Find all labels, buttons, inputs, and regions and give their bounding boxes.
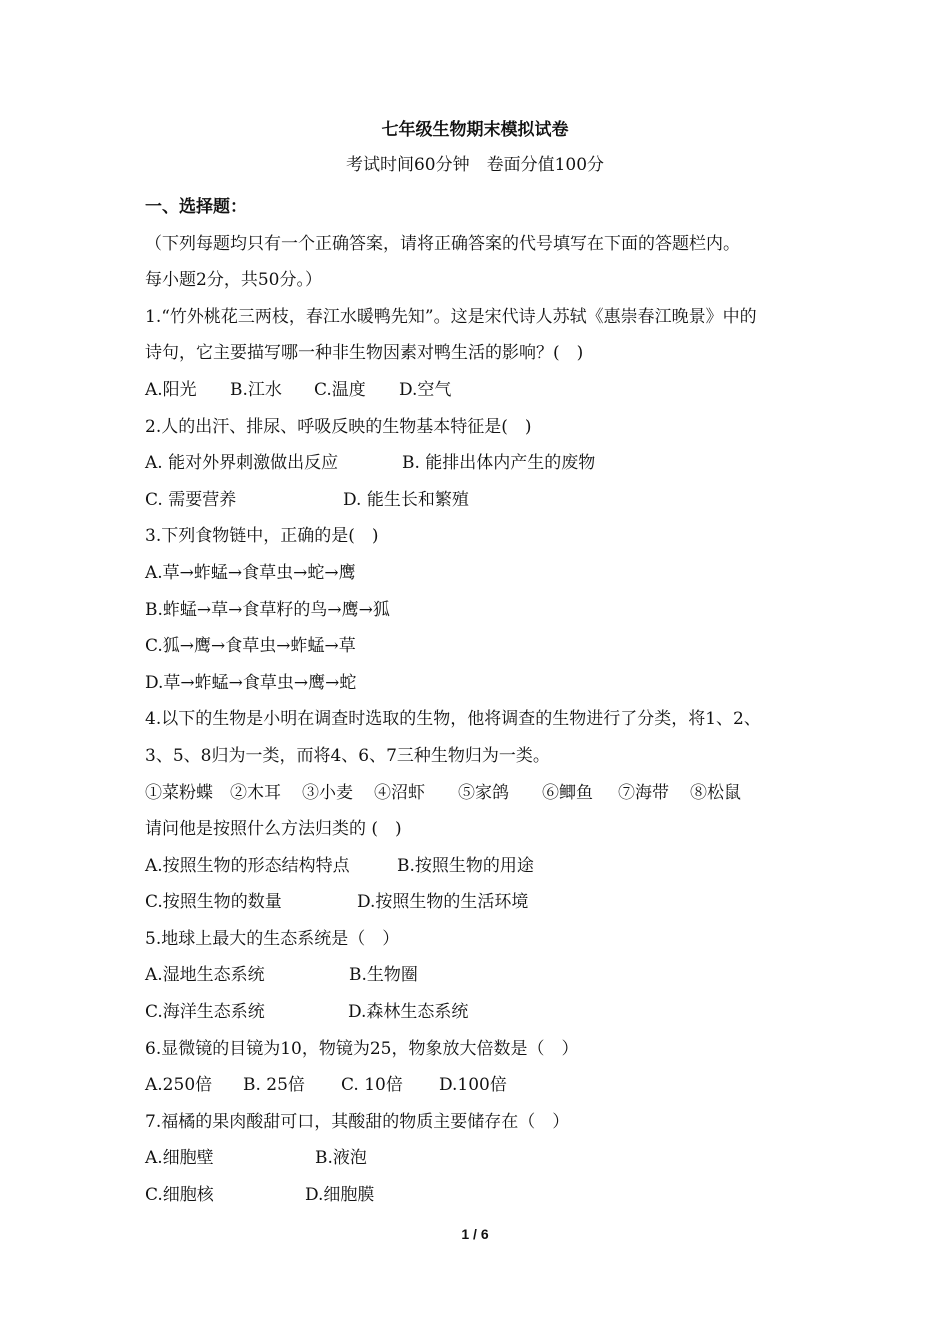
- question-4-stem: 3、5、8归为一类，而将4、6、7三种生物归为一类。: [145, 745, 550, 766]
- option-a: A.湿地生态系统: [145, 965, 265, 986]
- option-a: A.按照生物的形态结构特点: [145, 855, 350, 876]
- question-7-options: [145, 1177, 815, 1214]
- question-4-stem: 4.以下的生物是小明在调查时选取的生物，他将调查的生物进行了分类，将1、2、: [145, 709, 761, 730]
- option-c: C.狐→鹰→食草虫→蚱蜢→草: [145, 636, 356, 657]
- section-heading: 一、选择题：: [145, 197, 247, 217]
- question-7-options: [145, 1140, 815, 1177]
- organism-item: ④沼虾: [374, 782, 425, 803]
- organism-item: ⑤家鸽: [458, 782, 509, 803]
- organism-item: ①菜粉蝶: [145, 782, 213, 803]
- option-d: D.细胞膜: [305, 1185, 375, 1206]
- organism-list: [145, 775, 815, 812]
- option-a: A. 能对外界刺激做出反应: [145, 453, 339, 474]
- question-5-stem: 5.地球上最大的生态系统是（ ）: [145, 928, 400, 949]
- question-7-stem: 7.福橘的果肉酸甜可口，其酸甜的物质主要储存在（ ）: [145, 1111, 570, 1132]
- question-2-stem: 2.人的出汗、排尿、呼吸反映的生物基本特征是( ): [145, 416, 532, 437]
- option-a: A.250倍: [145, 1075, 213, 1096]
- option-b: B. 25倍: [243, 1075, 305, 1096]
- organism-item: ③小麦: [302, 782, 353, 803]
- organism-item: ⑧松鼠: [690, 782, 741, 803]
- option-c: C.细胞核: [145, 1185, 214, 1206]
- option-b: B.液泡: [315, 1148, 367, 1169]
- instructions-line: 每小题2分，共50分。）: [145, 270, 322, 291]
- option-c: C.按照生物的数量: [145, 892, 282, 913]
- instructions-line: （下列每题均只有一个正确答案，请将正确答案的代号填写在下面的答题栏内。: [145, 233, 740, 254]
- option-a: A.草→蚱蜢→食草虫→蛇→鹰: [145, 562, 356, 583]
- question-4-options: [145, 848, 815, 885]
- option-a: A.阳光: [145, 379, 197, 400]
- question-6-options: [145, 1067, 815, 1104]
- option-d: D.草→蚱蜢→食草虫→鹰→蛇: [145, 672, 357, 693]
- organism-item: ⑥鲫鱼: [542, 782, 593, 803]
- option-b: B.生物圈: [349, 965, 418, 986]
- option-d: D. 能生长和繁殖: [343, 489, 469, 510]
- option-b: B.江水: [230, 379, 282, 400]
- option-a: A.细胞壁: [145, 1148, 214, 1169]
- option-d: D.森林生态系统: [348, 1002, 469, 1023]
- question-1-stem: 1.“竹外桃花三两枝，春江水暖鸭先知”。这是宋代诗人苏轼《惠崇春江晚景》中的: [145, 306, 757, 327]
- question-2-options: [145, 445, 815, 482]
- question-1-options: [145, 372, 815, 409]
- option-b: B. 能排出体内产生的废物: [402, 453, 596, 474]
- exam-info: 考试时间60分钟 卷面分值100分: [345, 155, 605, 175]
- question-4-options: [145, 884, 815, 921]
- exam-content: [145, 189, 815, 1214]
- option-c: C. 10倍: [341, 1075, 403, 1096]
- option-b: B.蚱蜢→草→食草籽的鸟→鹰→狐: [145, 599, 390, 620]
- question-2-options: [145, 482, 815, 519]
- question-5-options: [145, 957, 815, 994]
- option-c: C.温度: [314, 379, 366, 400]
- page-title: 七年级生物期末模拟试卷: [381, 120, 569, 140]
- question-1-stem: 诗句，它主要描写哪一种非生物因素对鸭生活的影响？( ): [145, 343, 584, 364]
- option-d: D.100倍: [439, 1075, 507, 1096]
- page-number: 1 / 6: [461, 1226, 489, 1242]
- option-c: C.海洋生态系统: [145, 1002, 265, 1023]
- option-c: C. 需要营养: [145, 489, 237, 510]
- question-6-stem: 6.显微镜的目镜为10，物镜为25，物象放大倍数是（ ）: [145, 1038, 579, 1059]
- question-5-options: [145, 994, 815, 1031]
- question-4-prompt: 请问他是按照什么方法归类的 ( ): [145, 819, 402, 840]
- option-b: B.按照生物的用途: [397, 855, 534, 876]
- organism-item: ⑦海带: [618, 782, 669, 803]
- question-3-stem: 3.下列食物链中，正确的是( ): [145, 526, 379, 547]
- option-d: D.按照生物的生活环境: [357, 892, 529, 913]
- organism-item: ②木耳: [230, 782, 281, 803]
- option-d: D.空气: [399, 379, 452, 400]
